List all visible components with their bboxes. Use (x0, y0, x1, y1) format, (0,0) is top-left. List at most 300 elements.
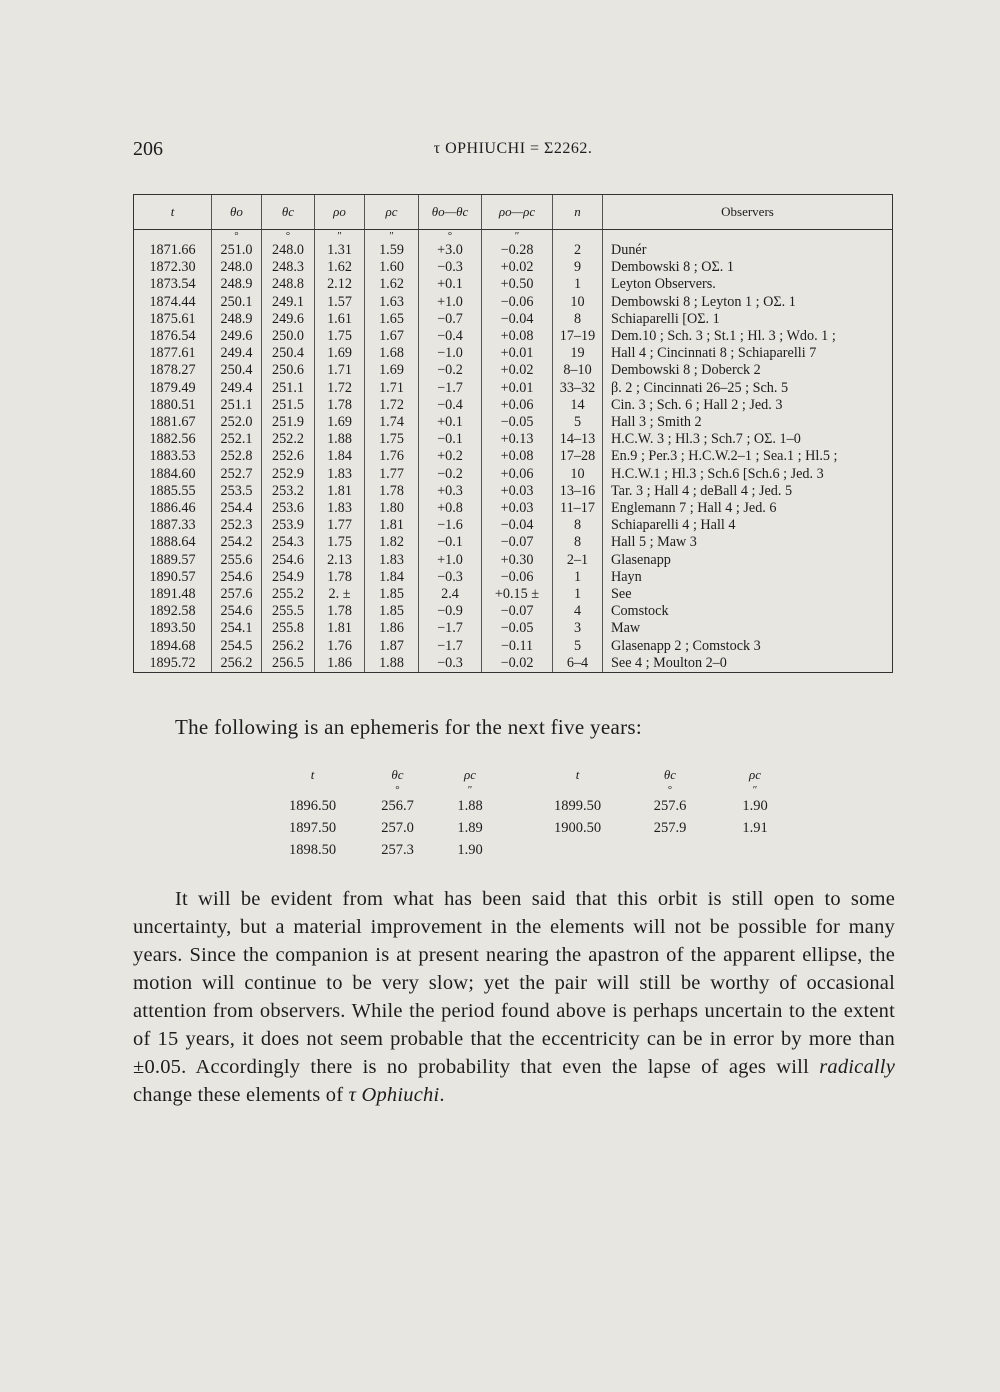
table-cell: 248.0 (212, 259, 262, 276)
table-cell: 254.4 (212, 500, 262, 517)
body-paragraph (133, 885, 895, 1109)
table-cell: +0.02 (482, 362, 553, 379)
unit-cell: ″ (482, 230, 553, 243)
table-cell: −0.3 (419, 569, 482, 586)
table-cell: 5 (553, 638, 603, 655)
observers-cell: Cin. 3 ; Sch. 6 ; Hall 2 ; Jed. 3 (603, 397, 893, 414)
observers-cell: β. 2 ; Cincinnati 26–25 ; Sch. 5 (603, 380, 893, 397)
table-cell: 6–4 (553, 655, 603, 673)
table-cell: 255.5 (262, 603, 315, 620)
column-header: θc (262, 195, 315, 230)
table-row (134, 380, 893, 397)
observers-cell: Leyton Observers. (603, 276, 893, 293)
table-cell: 250.0 (262, 328, 315, 345)
table-cell: +0.13 (482, 431, 553, 448)
table-cell: −1.7 (419, 620, 482, 637)
table-cell: 249.4 (212, 345, 262, 362)
table-cell: 2. ± (315, 586, 365, 603)
ephemeris-row (535, 795, 790, 817)
table-cell: 10 (553, 466, 603, 483)
ephemeris-intro: The following is an ephemeris for the next five years: (175, 715, 642, 739)
table-cell: 2.13 (315, 552, 365, 569)
table-cell: 249.1 (262, 294, 315, 311)
table-row (134, 534, 893, 551)
table-cell: 1.75 (315, 328, 365, 345)
table-cell: 249.6 (212, 328, 262, 345)
table-cell: 1.65 (365, 311, 419, 328)
unit-cell: ″ (467, 784, 473, 796)
table-cell: +0.03 (482, 483, 553, 500)
table-cell: 1884.60 (134, 466, 212, 483)
table-cell: 254.6 (212, 603, 262, 620)
table-cell: 254.3 (262, 534, 315, 551)
table-cell: −0.4 (419, 328, 482, 345)
table-cell: 1.69 (365, 362, 419, 379)
table-cell: 1.83 (365, 552, 419, 569)
unit-cell: ″ (315, 230, 365, 243)
table-cell: 1.61 (315, 311, 365, 328)
table-cell: 1.82 (365, 534, 419, 551)
table-cell: 1.59 (365, 242, 419, 259)
table-cell: 1 (553, 586, 603, 603)
column-header: θo (212, 195, 262, 230)
table-row (134, 500, 893, 517)
table-cell: 254.2 (212, 534, 262, 551)
table-cell: −0.3 (419, 655, 482, 673)
table-cell: +0.8 (419, 500, 482, 517)
table-cell: 250.4 (262, 345, 315, 362)
observers-cell: See 4 ; Moulton 2–0 (603, 655, 893, 673)
table-cell: 1873.54 (134, 276, 212, 293)
table-cell: 254.9 (262, 569, 315, 586)
ephemeris-cell: 1.89 (457, 819, 483, 836)
table-cell: 1.86 (365, 620, 419, 637)
table-cell: 256.2 (212, 655, 262, 673)
table-cell: 1874.44 (134, 294, 212, 311)
observers-cell: Dembowski 8 ; Leyton 1 ; OΣ. 1 (603, 294, 893, 311)
column-header: ρo—ρc (482, 195, 553, 230)
table-cell: 253.5 (212, 483, 262, 500)
page-number: 206 (133, 138, 163, 160)
unit-cell (553, 230, 603, 243)
table-cell: −0.2 (419, 362, 482, 379)
ephemeris-header: θc (663, 767, 677, 782)
unit-cell: ° (419, 230, 482, 243)
table-cell: 1.76 (365, 448, 419, 465)
ephemeris-header: ρc (463, 767, 476, 782)
observers-cell: Dembowski 8 ; Doberck 2 (603, 362, 893, 379)
table-cell: 252.9 (262, 466, 315, 483)
table-row (134, 569, 893, 586)
table-cell: 1.31 (315, 242, 365, 259)
table-cell: 1892.58 (134, 603, 212, 620)
table-cell: +0.01 (482, 380, 553, 397)
table-cell: 2.12 (315, 276, 365, 293)
table-cell: 4 (553, 603, 603, 620)
table-cell: 1.62 (315, 259, 365, 276)
table-cell: 254.1 (212, 620, 262, 637)
table-cell: 252.0 (212, 414, 262, 431)
unit-cell: ° (212, 230, 262, 243)
ephemeris-header: ρc (748, 767, 761, 782)
table-cell: 1.78 (315, 397, 365, 414)
observers-cell: Maw (603, 620, 893, 637)
table-cell: 250.6 (262, 362, 315, 379)
observers-cell: H.C.W. 3 ; Hl.3 ; Sch.7 ; OΣ. 1–0 (603, 431, 893, 448)
observers-cell: Schiaparelli 4 ; Hall 4 (603, 517, 893, 534)
table-cell: 1.75 (315, 534, 365, 551)
table-cell: −0.04 (482, 311, 553, 328)
table-cell: 33–32 (553, 380, 603, 397)
ephemeris-units-row (270, 785, 500, 795)
column-header: ρo (315, 195, 365, 230)
table-cell: 1890.57 (134, 569, 212, 586)
table-cell: 1872.30 (134, 259, 212, 276)
table-cell: 251.1 (212, 397, 262, 414)
ephemeris-cell: 1.90 (742, 797, 768, 814)
table-header-row (134, 195, 893, 230)
table-cell: 255.2 (262, 586, 315, 603)
table-cell: 8 (553, 517, 603, 534)
observers-cell: Glasenapp 2 ; Comstock 3 (603, 638, 893, 655)
table-cell: 251.9 (262, 414, 315, 431)
ephemeris-units-row (535, 785, 790, 795)
table-cell: 1885.55 (134, 483, 212, 500)
table-row (134, 586, 893, 603)
table-cell: 1883.53 (134, 448, 212, 465)
ephemeris-cell: 257.9 (653, 819, 687, 836)
table-cell: 1.81 (365, 517, 419, 534)
ephemeris-header: t (310, 767, 315, 782)
table-cell: 1893.50 (134, 620, 212, 637)
table-cell: +0.1 (419, 414, 482, 431)
table-cell: 257.6 (212, 586, 262, 603)
table-cell: −1.0 (419, 345, 482, 362)
table-cell: 248.3 (262, 259, 315, 276)
ephemeris-header-row (535, 765, 790, 785)
table-row (134, 552, 893, 569)
table-cell: −0.04 (482, 517, 553, 534)
ephemeris-row (270, 817, 500, 839)
observers-cell: Hall 5 ; Maw 3 (603, 534, 893, 551)
table-cell: 5 (553, 414, 603, 431)
table-row (134, 276, 893, 293)
table-cell: −0.7 (419, 311, 482, 328)
table-cell: 1.84 (365, 569, 419, 586)
running-title: τ OPHIUCHI = Σ2262. (433, 140, 593, 157)
table-cell: 11–17 (553, 500, 603, 517)
table-cell: 3 (553, 620, 603, 637)
table-cell: −0.05 (482, 414, 553, 431)
table-cell: 1.84 (315, 448, 365, 465)
table-cell: 252.8 (212, 448, 262, 465)
table-cell: +3.0 (419, 242, 482, 259)
table-cell: −1.6 (419, 517, 482, 534)
table-cell: 1878.27 (134, 362, 212, 379)
table-cell: −0.1 (419, 431, 482, 448)
table-cell: 1.77 (365, 466, 419, 483)
table-cell: 8 (553, 534, 603, 551)
table-row (134, 311, 893, 328)
table-cell: +0.30 (482, 552, 553, 569)
table-cell: +0.08 (482, 328, 553, 345)
table-cell: +0.08 (482, 448, 553, 465)
table-cell: 251.5 (262, 397, 315, 414)
table-row (134, 655, 893, 673)
table-cell: 8 (553, 311, 603, 328)
table-cell: +0.03 (482, 500, 553, 517)
ephemeris-cell: 1.88 (457, 797, 483, 814)
table-cell: +0.06 (482, 466, 553, 483)
table-cell: 2.4 (419, 586, 482, 603)
paragraph-text-after: change these elements of (133, 1084, 349, 1106)
table-cell: 252.2 (262, 431, 315, 448)
table-cell: 1.81 (315, 483, 365, 500)
table-cell: −0.3 (419, 259, 482, 276)
table-cell: 1877.61 (134, 345, 212, 362)
observers-cell: Dem.10 ; Sch. 3 ; St.1 ; Hl. 3 ; Wdo. 1 ; (603, 328, 893, 345)
table-cell: 1.81 (315, 620, 365, 637)
column-header: Observers (603, 195, 893, 230)
table-cell: 1.78 (365, 483, 419, 500)
table-cell: 1.57 (315, 294, 365, 311)
table-cell: −0.1 (419, 534, 482, 551)
observers-cell: Comstock (603, 603, 893, 620)
table-cell: 250.4 (212, 362, 262, 379)
table-cell: +0.50 (482, 276, 553, 293)
table-cell: 19 (553, 345, 603, 362)
table-cell: 1880.51 (134, 397, 212, 414)
table-cell: 252.3 (212, 517, 262, 534)
unit-cell (603, 230, 893, 243)
table-cell: 1871.66 (134, 242, 212, 259)
observers-cell: Englemann 7 ; Hall 4 ; Jed. 6 (603, 500, 893, 517)
table-cell: 248.9 (212, 311, 262, 328)
observers-cell: Dunér (603, 242, 893, 259)
table-row (134, 620, 893, 637)
table-cell: 1.83 (315, 500, 365, 517)
table-cell: 10 (553, 294, 603, 311)
table-cell: −0.02 (482, 655, 553, 673)
table-cell: 1895.72 (134, 655, 212, 673)
table-cell: 1.67 (365, 328, 419, 345)
table-cell: −0.9 (419, 603, 482, 620)
table-cell: 1.69 (315, 414, 365, 431)
table-cell: 1.63 (365, 294, 419, 311)
unit-cell: ° (262, 230, 315, 243)
table-cell: +0.2 (419, 448, 482, 465)
table-row (134, 397, 893, 414)
column-header: t (134, 195, 212, 230)
observations-table (133, 194, 893, 673)
table-cell: 14–13 (553, 431, 603, 448)
table-cell: 252.7 (212, 466, 262, 483)
ephemeris-table-left (270, 765, 500, 861)
ephemeris-cell: 1.91 (742, 819, 768, 836)
table-cell: −0.4 (419, 397, 482, 414)
unit-cell: ° (667, 784, 673, 796)
table-cell: 253.9 (262, 517, 315, 534)
table-cell: 252.1 (212, 431, 262, 448)
table-cell: 256.5 (262, 655, 315, 673)
ephemeris-row (270, 839, 500, 861)
table-cell: +0.01 (482, 345, 553, 362)
table-cell: 1.85 (365, 586, 419, 603)
ephemeris-cell: 1.90 (457, 841, 483, 858)
table-cell: 1887.33 (134, 517, 212, 534)
table-cell: +0.15 ± (482, 586, 553, 603)
table-cell: 1886.46 (134, 500, 212, 517)
table-cell: 248.9 (212, 276, 262, 293)
table-cell: 254.5 (212, 638, 262, 655)
paragraph-text: It will be evident from what has been said that this orbit is still open to some uncertainty, but a material improvement in the elements will not be possible for many years. Since the companion is at present nearing the apastron of the apparent ellipse, the motion will continue to be very slow; yet the pair will still be worthy of occasional attention from observers. While the period found above is perhaps uncertain to the extent of 15 years, it does not seem probable that the eccentricity can be in error by more than ±0.05. Accordingly there is no probability that even the lapse of ages will (133, 888, 895, 1078)
table-cell: 1.68 (365, 345, 419, 362)
table-cell: 2–1 (553, 552, 603, 569)
table-cell: 255.6 (212, 552, 262, 569)
ephemeris-row (270, 795, 500, 817)
table-cell: 1888.64 (134, 534, 212, 551)
table-cell: −0.11 (482, 638, 553, 655)
observers-cell: See (603, 586, 893, 603)
ephemeris-cell: 257.3 (381, 841, 414, 858)
table-cell: 253.6 (262, 500, 315, 517)
unit-cell (270, 785, 355, 795)
table-row (134, 448, 893, 465)
table-cell: 1.75 (365, 431, 419, 448)
table-cell: +1.0 (419, 294, 482, 311)
ephemeris-cell: 1900.50 (553, 819, 602, 836)
table-cell: −1.7 (419, 638, 482, 655)
ephemeris-header: t (575, 767, 580, 782)
table-row (134, 483, 893, 500)
table-cell: 9 (553, 259, 603, 276)
table-cell: 14 (553, 397, 603, 414)
table-cell: 1.60 (365, 259, 419, 276)
table-row (134, 414, 893, 431)
table-cell: 17–28 (553, 448, 603, 465)
table-cell: 1.77 (315, 517, 365, 534)
table-cell: 1.88 (365, 655, 419, 673)
table-cell: 1876.54 (134, 328, 212, 345)
table-row (134, 259, 893, 276)
table-row (134, 638, 893, 655)
table-row (134, 431, 893, 448)
table-cell: 250.1 (212, 294, 262, 311)
table-cell: 1.80 (365, 500, 419, 517)
table-row (134, 242, 893, 259)
observers-cell: H.C.W.1 ; Hl.3 ; Sch.6 [Sch.6 ; Jed. 3 (603, 466, 893, 483)
table-cell: 254.6 (262, 552, 315, 569)
table-cell: 1.88 (315, 431, 365, 448)
table-cell: −0.2 (419, 466, 482, 483)
table-cell: 1882.56 (134, 431, 212, 448)
table-row (134, 362, 893, 379)
unit-cell: ″ (752, 784, 758, 796)
ephemeris-cell: 256.7 (381, 797, 414, 814)
observers-cell: Glasenapp (603, 552, 893, 569)
table-cell: 1.76 (315, 638, 365, 655)
units-row (134, 230, 893, 243)
table-row (134, 345, 893, 362)
ephemeris-header-row (270, 765, 500, 785)
observers-cell: Schiaparelli [OΣ. 1 (603, 311, 893, 328)
table-cell: 248.0 (262, 242, 315, 259)
table-cell: 248.8 (262, 276, 315, 293)
table-cell: 1881.67 (134, 414, 212, 431)
column-header: θo—θc (419, 195, 482, 230)
ephemeris-cell: 1899.50 (553, 797, 602, 814)
table-cell: 8–10 (553, 362, 603, 379)
table-cell: 2 (553, 242, 603, 259)
table-cell: 1 (553, 569, 603, 586)
ephemeris-header: θc (391, 767, 404, 782)
table-cell: −1.7 (419, 380, 482, 397)
table-cell: 1.78 (315, 603, 365, 620)
observers-cell: Hayn (603, 569, 893, 586)
ephemeris-cell: 257.6 (653, 797, 687, 814)
table-cell: 1879.49 (134, 380, 212, 397)
observers-cell: Hall 3 ; Smith 2 (603, 414, 893, 431)
table-row (134, 294, 893, 311)
star-name: τ Ophiuchi (348, 1084, 440, 1106)
observers-cell: Hall 4 ; Cincinnati 8 ; Schiaparelli 7 (603, 345, 893, 362)
table-cell: 1.85 (365, 603, 419, 620)
table-cell: 254.6 (212, 569, 262, 586)
emphasis-radically: radically (819, 1056, 895, 1078)
ephemeris-table-right (535, 765, 790, 839)
observers-cell: En.9 ; Per.3 ; H.C.W.2–1 ; Sea.1 ; Hl.5 ; (603, 448, 893, 465)
table-row (134, 603, 893, 620)
table-cell: 255.8 (262, 620, 315, 637)
table-cell: 1.78 (315, 569, 365, 586)
table-cell: 1.71 (365, 380, 419, 397)
table-cell: −0.07 (482, 603, 553, 620)
table-cell: −0.05 (482, 620, 553, 637)
table-cell: 17–19 (553, 328, 603, 345)
table-cell: 252.6 (262, 448, 315, 465)
ephemeris-cell: 1897.50 (288, 819, 337, 836)
unit-cell (134, 230, 212, 243)
table-cell: 1889.57 (134, 552, 212, 569)
unit-cell (535, 785, 620, 795)
table-cell: 1875.61 (134, 311, 212, 328)
ephemeris-cell: 1896.50 (288, 797, 337, 814)
column-header: ρc (365, 195, 419, 230)
table-cell: 1.72 (365, 397, 419, 414)
table-cell: 1.87 (365, 638, 419, 655)
table-cell: −0.06 (482, 569, 553, 586)
table-cell: 1891.48 (134, 586, 212, 603)
table-cell: −0.06 (482, 294, 553, 311)
table-row (134, 517, 893, 534)
table-cell: 249.4 (212, 380, 262, 397)
table-cell: 251.0 (212, 242, 262, 259)
ephemeris-cell: 257.0 (381, 819, 414, 836)
ephemeris-row (535, 817, 790, 839)
table-cell: 1.86 (315, 655, 365, 673)
table-row (134, 328, 893, 345)
table-cell: 1 (553, 276, 603, 293)
table-cell: 1.71 (315, 362, 365, 379)
unit-cell: ″ (365, 230, 419, 243)
table-cell: 256.2 (262, 638, 315, 655)
table-row (134, 466, 893, 483)
paragraph-end: . (439, 1084, 445, 1106)
table-cell: +0.06 (482, 397, 553, 414)
table-cell: +1.0 (419, 552, 482, 569)
table-cell: −0.07 (482, 534, 553, 551)
table-cell: 249.6 (262, 311, 315, 328)
